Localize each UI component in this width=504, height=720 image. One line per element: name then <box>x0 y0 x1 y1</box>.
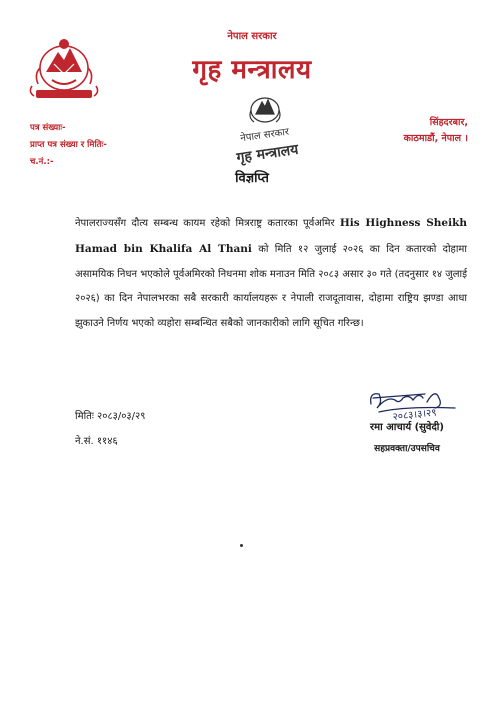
body-name-bold: His Highness Sheikh Hamad bin Khalifa Al Thani <box>75 217 468 255</box>
government-name: नेपाल सरकार <box>227 31 277 42</box>
svg-text:२०८३।३।२९: २०८३।३।२९ <box>392 407 438 423</box>
notice-date: मितिः २०८३/०३/२९ <box>75 411 146 422</box>
dispatch-number-label: च.नं.:- <box>30 157 54 167</box>
address-line-1: सिंहदरबार, <box>429 117 468 128</box>
nepal-sambat-year: ने.सं. ११४६ <box>75 436 118 447</box>
body-text-end: को मिति १२ जुलाई २०२६ का दिन कतारको दोहामा असामयिक निधन भएकोले पूर्वअमिरको निधनमा शोक मनाउन मिति २०८३ असार ३० गते (तदनुसार १४ जुलाई २०२६) का दिन नेपालभरका सबै सरकारी कार्यालयहरू र नेपाली राजदूतावास, दोहामा राष्ट्रिय झण्डा आधा झुकाउने निर्णय भएको व्यहोरा सम्बन्धित सबैको जानकारीको लागि सूचित गरिन्छ। <box>75 243 468 330</box>
signatory-title: सहप्रवक्ता/उपसचिव <box>374 444 440 454</box>
signatory-name: रमा आचार्य (सुवेदी) <box>370 422 444 433</box>
notice-title: विज्ञप्ति <box>235 171 269 186</box>
received-letter-label: प्राप्त पत्र संख्या र मितिः- <box>30 140 107 150</box>
stamp-text-line-2: गृह मन्त्रालय <box>235 141 300 166</box>
stamp-text-line-1: नेपाल सरकार <box>239 126 290 145</box>
ministry-seal-stamp <box>218 88 312 166</box>
ministry-name: गृह मन्त्रालय <box>192 55 312 85</box>
scan-speck <box>240 544 243 547</box>
address-line-2: काठमाडौं, नेपाल । <box>403 133 468 144</box>
letter-number-label: पत्र संख्याः- <box>30 123 66 133</box>
body-text-start: नेपालराज्यसँग दौत्य सम्बन्ध कायम रहेको मित्रराष्ट्र कतारका पूर्वअमिर <box>75 218 340 229</box>
notice-body <box>75 211 467 337</box>
handwritten-signature <box>365 384 461 424</box>
